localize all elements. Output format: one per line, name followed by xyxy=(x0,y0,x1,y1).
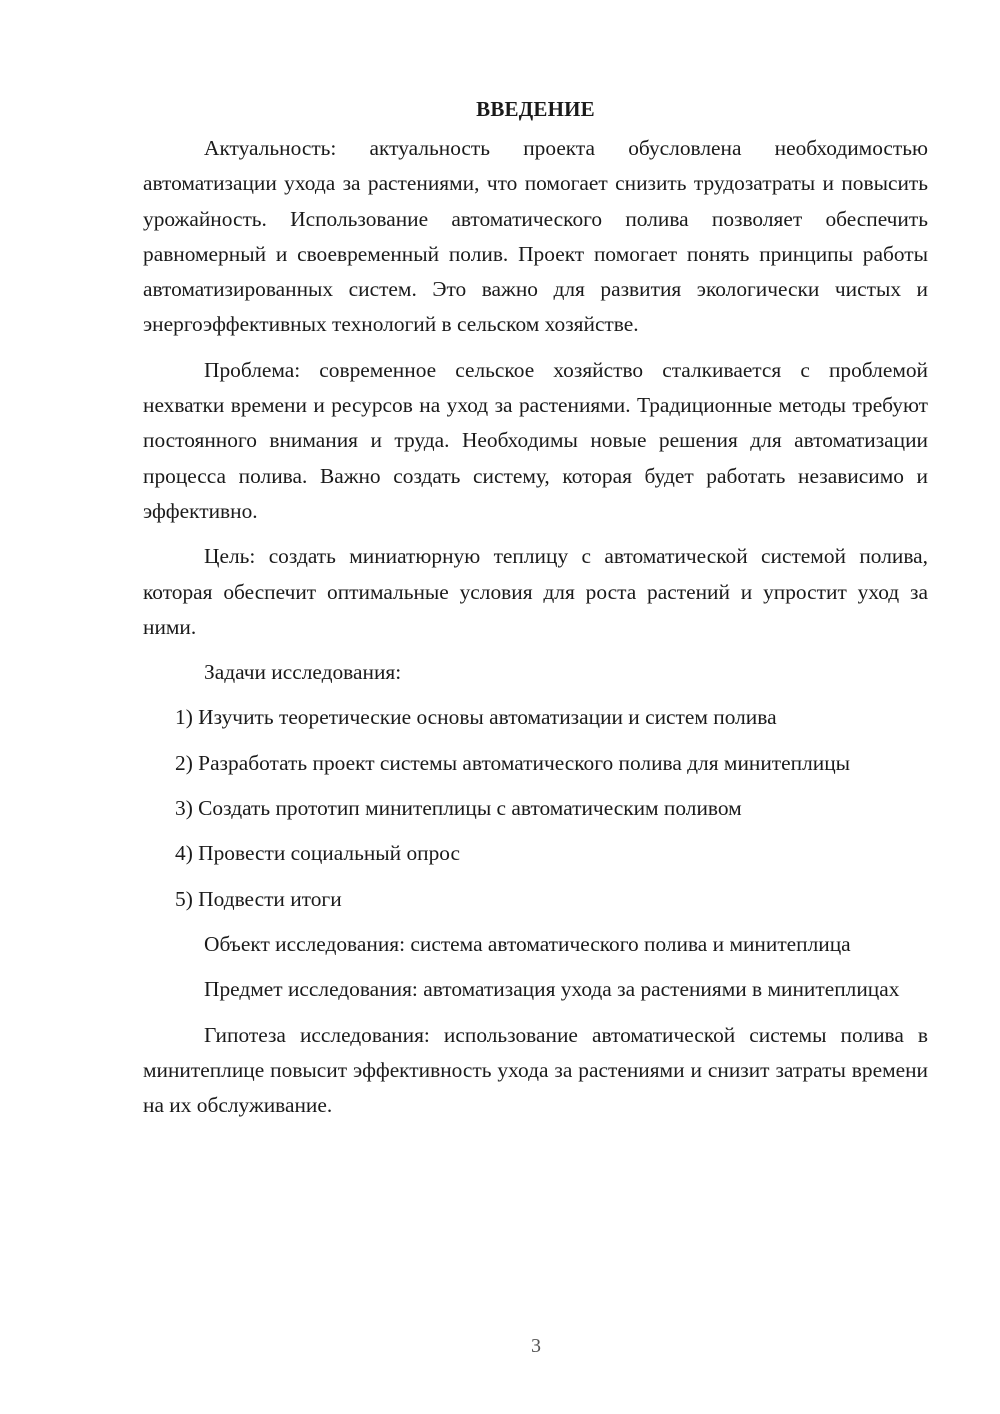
task-item: 4) Провести социальный опрос xyxy=(175,841,461,866)
tasks-list xyxy=(143,700,928,916)
problem-paragraph: Проблема: современное сельское хозяйство сталкивается с проблемой нехватки времени и ресурсов на уход за растениями. Традиционные методы требуют постоянного внимания и труда. Необходимы новые решения для автоматизации процесса полива. Важно создать систему, которая будет работать независимо и эффективно. xyxy=(143,357,928,523)
hypothesis-paragraph: Гипотеза исследования: использование автоматической системы полива в минитеплице повысит эффективность ухода за растениями и снизит затраты времени на их обслуживание. xyxy=(143,1022,928,1118)
tasks-heading: Задачи исследования: xyxy=(204,660,402,685)
page-number: 3 xyxy=(531,1335,541,1357)
task-item: 3) Создать прототип минитеплицы с автоматическим поливом xyxy=(175,796,742,821)
goal-paragraph: Цель: создать миниатюрную теплицу с автоматической системой полива, которая обеспечит оптимальные условия для роста растений и упростит уход за ними. xyxy=(143,544,928,639)
task-item: 1) Изучить теоретические основы автоматизации и систем полива xyxy=(175,705,777,730)
relevance-paragraph: Актуальность: актуальность проекта обусловлена необходимостью автоматизации ухода за растениями, что помогает снизить трудозатраты и повысить урожайность. Использование автоматического полива позволяет обеспечить равномерный и своевременный полив. Проект помогает понять принципы работы автоматизированных систем. Это важно для развития экологически чистых и энергоэффективных технологий в сельском хозяйстве. xyxy=(143,136,928,337)
section-title: ВВЕДЕНИЕ xyxy=(476,97,595,121)
object-paragraph: Объект исследования: система автоматического полива и минитеплица xyxy=(204,931,851,956)
task-item: 5) Подвести итоги xyxy=(175,886,342,911)
task-item: 2) Разработать проект системы автоматического полива для минитеплицы xyxy=(175,750,851,775)
subject-paragraph: Предмет исследования: автоматизация ухода за растениями в минитеплицах xyxy=(204,977,900,1002)
page-content xyxy=(143,92,928,1123)
